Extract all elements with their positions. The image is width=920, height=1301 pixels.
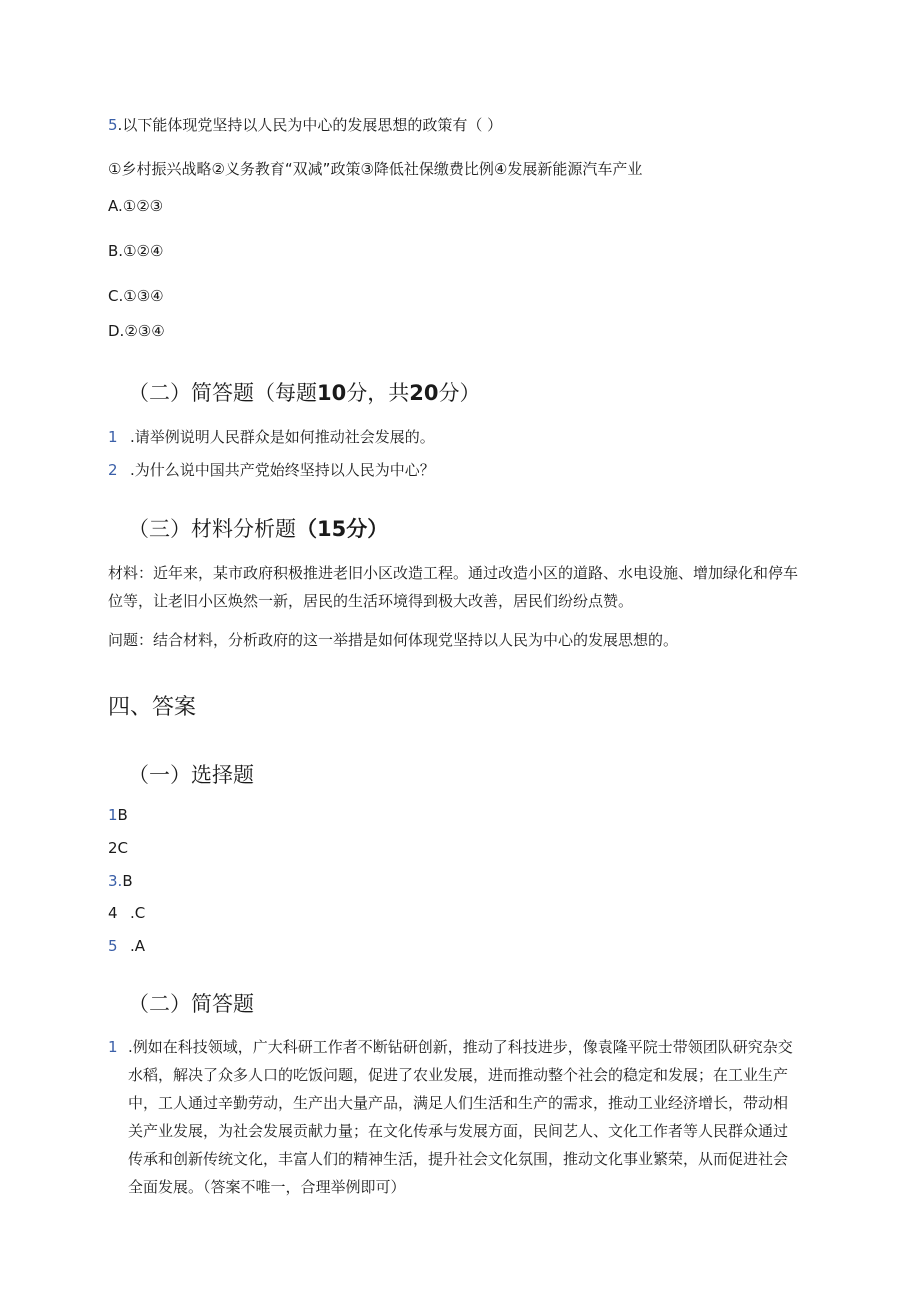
option-a xyxy=(108,197,163,215)
short-answer-1: .例如在科技领域，广大科研工作者不断钻研创新，推动了科技进步，像袁隆平院士带领团队研究杂交水稻，解决了众多人口的吃饭问题，促进了农业发展，进而推动整个社会的稳定和发展；在工业生产中，工人通过辛勤劳动，生产出大量产品，满足人们生活和生产的需求，推动工业经济增长，带动相关产业发展，为社会发展贡献力量；在文化传承与发展方面，民间艺人、文化工作者等人民群众通过传承和创新传统文化，丰富人们的精神生活，提升社会文化氛围，推动文化事业繁荣，从而促进社会全面发展。（答案不唯一，合理举例即可） xyxy=(128,1038,793,1196)
option-value: ②③④ xyxy=(124,322,165,340)
material-text: 材料：近年来，某市政府积极推进老旧小区改造工程。通过改造小区的道路、水电设施、增加绿化和停车位等，让老旧小区焕然一新，居民的生活环境得到极大改善，居民们纷纷点赞。 xyxy=(108,564,799,610)
option-c xyxy=(108,287,164,305)
answers-short-title: （二）简答题 xyxy=(128,992,254,1016)
answers-choice-title: （一）选择题 xyxy=(128,763,254,787)
option-letter: B. xyxy=(108,242,124,260)
question-number: 5 xyxy=(108,116,118,134)
question-5 xyxy=(108,114,502,135)
question-statements: ①乡村振兴战略②义务教育“双减”政策③降低社保缴费比例④发展新能源汽车产业 xyxy=(108,160,643,178)
option-letter: C. xyxy=(108,287,124,305)
short-answer-number: 1 xyxy=(108,1038,118,1056)
question-text: .以下能体现党坚持以人民为中心的发展思想的政策有（ ） xyxy=(117,116,503,134)
section-title-material: （三）材料分析题（15分） xyxy=(128,517,389,541)
option-letter: A. xyxy=(108,197,123,215)
option-letter: D. xyxy=(108,322,125,340)
material-question: 问题：结合材料，分析政府的这一举措是如何体现党坚持以人民为中心的发展思想的。 xyxy=(108,631,679,649)
option-d xyxy=(108,322,165,340)
choice-answer-5: 5 .A xyxy=(108,937,146,955)
section-title-short-answer: （二）简答题（每题10分，共20分） xyxy=(128,381,481,405)
choice-answer-4: 4 .C xyxy=(108,904,146,922)
short-question-1: 1 .请举例说明人民群众是如何推动社会发展的。 xyxy=(108,428,435,446)
choice-answer-2: 2C xyxy=(108,839,129,857)
option-value: ①②④ xyxy=(123,242,164,260)
answers-title: 四、答案 xyxy=(108,695,197,720)
option-value: ①③④ xyxy=(123,287,164,305)
choice-answer-1: 1B xyxy=(108,806,128,824)
choice-answer-3: 3.B xyxy=(108,872,133,890)
option-value: ①②③ xyxy=(122,197,164,215)
option-b xyxy=(108,242,163,260)
short-question-2: 2 .为什么说中国共产党始终坚持以人民为中心？ xyxy=(108,461,435,479)
